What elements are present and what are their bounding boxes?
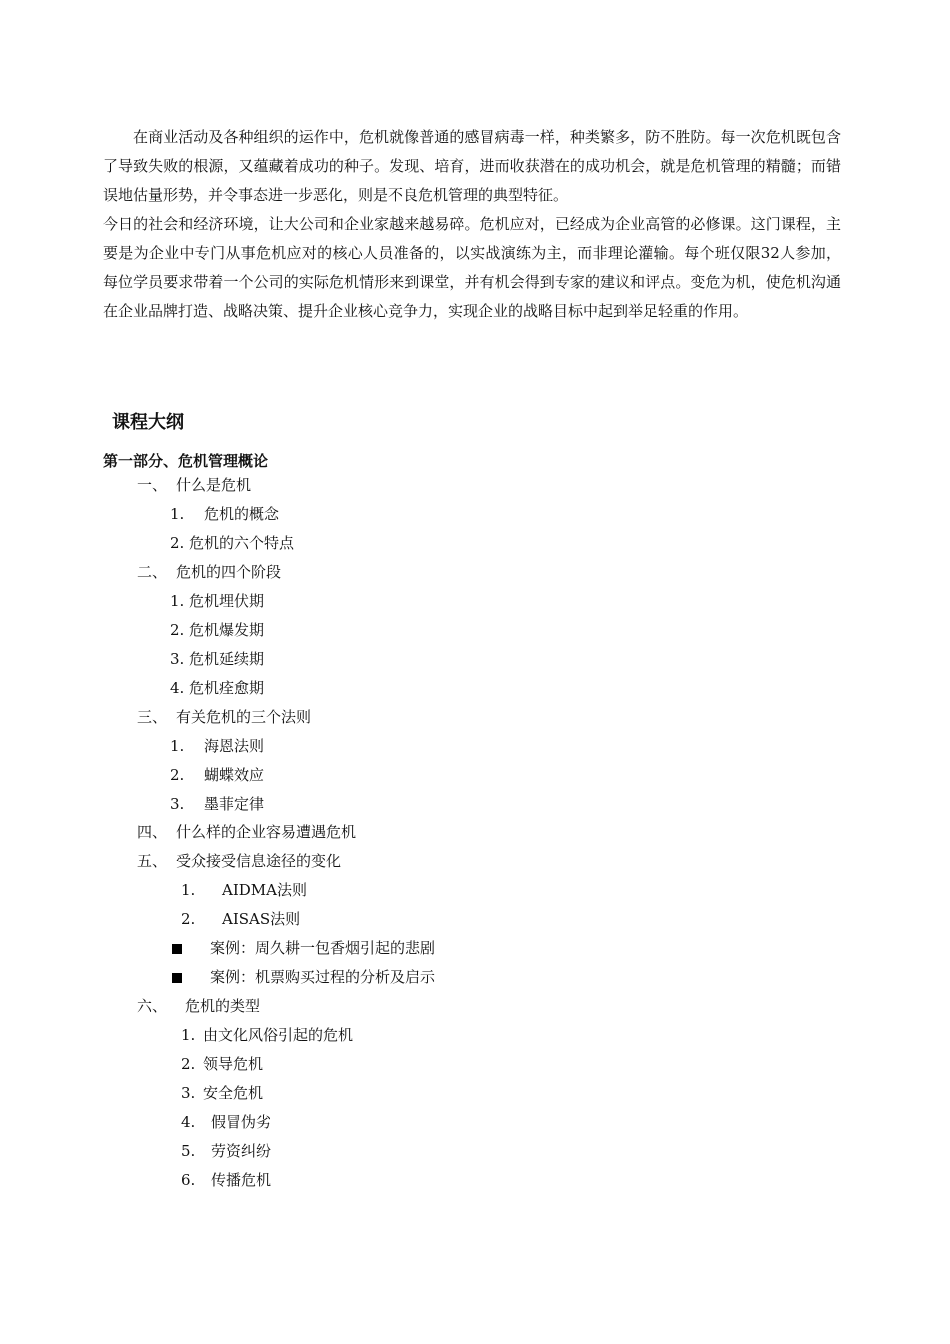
section-number: 一、 bbox=[137, 476, 168, 494]
section-number: 三、 bbox=[137, 708, 168, 726]
item-text: 危机的概念 bbox=[204, 505, 280, 523]
outline-section-2 bbox=[137, 562, 281, 582]
outline-item bbox=[181, 1025, 353, 1045]
item-text: 安全危机 bbox=[203, 1084, 264, 1102]
item-number: 1. bbox=[181, 881, 196, 899]
item-number: 2. bbox=[181, 1055, 196, 1073]
outline-item bbox=[181, 1112, 271, 1132]
item-text: 危机爆发期 bbox=[189, 621, 265, 639]
outline-item bbox=[170, 649, 264, 669]
outline-section-3 bbox=[137, 707, 311, 727]
square-bullet-icon bbox=[172, 973, 182, 983]
section-title: 有关危机的三个法则 bbox=[176, 708, 312, 726]
item-text: 案例：机票购买过程的分析及启示 bbox=[210, 968, 436, 986]
item-number: 1. bbox=[170, 592, 185, 610]
section-title: 危机的四个阶段 bbox=[176, 563, 282, 581]
section-number: 六、 bbox=[137, 997, 168, 1015]
outline-item bbox=[170, 533, 294, 553]
square-bullet-icon bbox=[172, 944, 182, 954]
outline-section-6 bbox=[137, 996, 260, 1016]
outline-section-5 bbox=[137, 851, 341, 871]
outline-item bbox=[170, 794, 264, 814]
item-number: 3. bbox=[181, 1084, 196, 1102]
item-number: 1. bbox=[170, 737, 185, 755]
item-number: 6. bbox=[181, 1171, 196, 1189]
outline-item bbox=[181, 1141, 271, 1161]
outline-item bbox=[181, 1083, 263, 1103]
item-number: 4. bbox=[181, 1113, 196, 1131]
item-text: 蝴蝶效应 bbox=[204, 766, 265, 784]
item-text: 危机的六个特点 bbox=[189, 534, 295, 552]
outline-case-item bbox=[172, 967, 435, 987]
item-text: 劳资纠纷 bbox=[211, 1142, 272, 1160]
section-number: 二、 bbox=[137, 563, 168, 581]
outline-item bbox=[170, 765, 264, 785]
item-text: AIDMA法则 bbox=[222, 881, 307, 899]
item-number: 4. bbox=[170, 679, 185, 697]
item-text: 案例：周久耕一包香烟引起的悲剧 bbox=[210, 939, 436, 957]
outline-section-4 bbox=[137, 822, 356, 842]
section-title: 什么是危机 bbox=[176, 476, 252, 494]
item-text: 危机埋伏期 bbox=[189, 592, 265, 610]
intro-text bbox=[103, 123, 841, 326]
outline-item bbox=[170, 736, 264, 756]
outline-case-item bbox=[172, 938, 435, 958]
item-number: 5. bbox=[181, 1142, 196, 1160]
item-text: 危机痊愈期 bbox=[189, 679, 265, 697]
item-number: 2. bbox=[170, 621, 185, 639]
item-number: 3. bbox=[170, 650, 185, 668]
intro-paragraph-2: 今日的社会和经济环境，让大公司和企业家越来越易碎。危机应对，已经成为企业高管的必修课。这门课程，主要是为企业中专门从事危机应对的核心人员准备的，以实战演练为主，而非理论灌输。每个班仅限32人参加，每位学员要求带着一个公司的实际危机情形来到课堂，并有机会得到专家的建议和评点。变危为机，使危机沟通在企业品牌打造、战略决策、提升企业核心竞争力，实现企业的战略目标中起到举足轻重的作用。 bbox=[103, 215, 841, 320]
item-text: AISAS法则 bbox=[222, 910, 301, 928]
section-title: 什么样的企业容易遭遇危机 bbox=[176, 823, 357, 841]
outline-item bbox=[170, 504, 279, 524]
part-one-title: 第一部分、危机管理概论 bbox=[103, 452, 269, 470]
section-title: 受众接受信息途径的变化 bbox=[176, 852, 342, 870]
item-number: 3. bbox=[170, 795, 185, 813]
item-number: 2. bbox=[170, 534, 185, 552]
outline-heading: 课程大纲 bbox=[112, 412, 184, 433]
item-text: 墨菲定律 bbox=[204, 795, 265, 813]
item-text: 领导危机 bbox=[203, 1055, 264, 1073]
outline-item bbox=[181, 880, 307, 900]
intro-paragraph-1: 在商业活动及各种组织的运作中，危机就像普通的感冒病毒一样，种类繁多，防不胜防。每一次危机既包含了导致失败的根源，又蕴藏着成功的种子。发现、培育，进而收获潜在的成功机会，就是危机管理的精髓；而错误地估量形势，并令事态进一步恶化，则是不良危机管理的典型特征。 bbox=[103, 128, 841, 204]
outline-item bbox=[170, 620, 264, 640]
section-number: 四、 bbox=[137, 823, 168, 841]
item-number: 2. bbox=[181, 910, 196, 928]
item-number: 1. bbox=[181, 1026, 196, 1044]
section-number: 五、 bbox=[137, 852, 168, 870]
outline-item bbox=[181, 909, 300, 929]
outline-item bbox=[170, 678, 264, 698]
item-number: 2. bbox=[170, 766, 185, 784]
outline-item bbox=[181, 1170, 271, 1190]
item-number: 1. bbox=[170, 505, 185, 523]
item-text: 由文化风俗引起的危机 bbox=[203, 1026, 354, 1044]
item-text: 海恩法则 bbox=[204, 737, 265, 755]
outline-section-1 bbox=[137, 475, 251, 495]
section-title: 危机的类型 bbox=[185, 997, 261, 1015]
outline-item bbox=[170, 591, 264, 611]
item-text: 传播危机 bbox=[211, 1171, 272, 1189]
outline-item bbox=[181, 1054, 263, 1074]
item-text: 危机延续期 bbox=[189, 650, 265, 668]
item-text: 假冒伪劣 bbox=[211, 1113, 272, 1131]
